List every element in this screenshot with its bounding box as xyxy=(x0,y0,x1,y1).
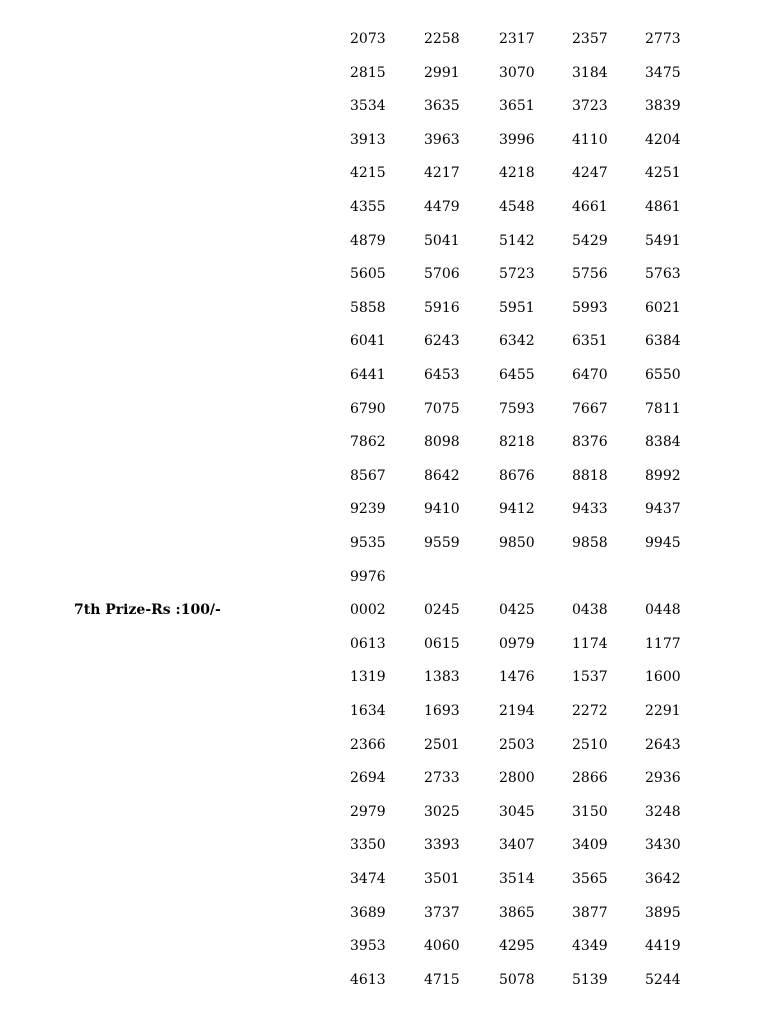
ticket-number: 1600 xyxy=(645,669,681,685)
number-row xyxy=(0,903,759,923)
ticket-number: 4355 xyxy=(350,199,386,215)
number-row xyxy=(0,835,759,855)
ticket-number: 4295 xyxy=(499,938,535,954)
ticket-number: 2773 xyxy=(645,31,681,47)
ticket-number: 4861 xyxy=(645,199,681,215)
ticket-number: 4247 xyxy=(572,165,608,181)
ticket-number: 8992 xyxy=(645,468,681,484)
ticket-number: 6342 xyxy=(499,333,535,349)
ticket-number: 0002 xyxy=(350,602,386,618)
ticket-number: 7075 xyxy=(424,401,460,417)
number-row xyxy=(0,768,759,788)
ticket-number: 3407 xyxy=(499,837,535,853)
ticket-number: 7667 xyxy=(572,401,608,417)
ticket-number: 5142 xyxy=(499,233,535,249)
ticket-number: 7593 xyxy=(499,401,535,417)
ticket-number: 4349 xyxy=(572,938,608,954)
ticket-number: 3184 xyxy=(572,65,608,81)
ticket-number: 6041 xyxy=(350,333,386,349)
ticket-number: 0425 xyxy=(499,602,535,618)
ticket-number: 5041 xyxy=(424,233,460,249)
ticket-number: 4613 xyxy=(350,972,386,988)
ticket-number: 0245 xyxy=(424,602,460,618)
number-row xyxy=(0,567,759,587)
number-row xyxy=(0,735,759,755)
ticket-number: 3475 xyxy=(645,65,681,81)
ticket-number: 2815 xyxy=(350,65,386,81)
ticket-number: 5858 xyxy=(350,300,386,316)
ticket-number: 8567 xyxy=(350,468,386,484)
ticket-number: 5429 xyxy=(572,233,608,249)
ticket-number: 5916 xyxy=(424,300,460,316)
ticket-number: 4204 xyxy=(645,132,681,148)
ticket-number: 5139 xyxy=(572,972,608,988)
ticket-number: 4548 xyxy=(499,199,535,215)
number-row xyxy=(0,365,759,385)
ticket-number: 3045 xyxy=(499,804,535,820)
number-row xyxy=(0,63,759,83)
ticket-number: 9437 xyxy=(645,501,681,517)
number-row xyxy=(0,667,759,687)
ticket-number: 2991 xyxy=(424,65,460,81)
ticket-number: 7811 xyxy=(645,401,681,417)
ticket-number: 9239 xyxy=(350,501,386,517)
ticket-number: 3642 xyxy=(645,871,681,887)
number-row xyxy=(0,701,759,721)
ticket-number: 2357 xyxy=(572,31,608,47)
ticket-number: 4419 xyxy=(645,938,681,954)
ticket-number: 6441 xyxy=(350,367,386,383)
ticket-number: 2366 xyxy=(350,737,386,753)
ticket-number: 5244 xyxy=(645,972,681,988)
ticket-number: 3723 xyxy=(572,98,608,114)
ticket-number: 3895 xyxy=(645,905,681,921)
ticket-number: 3963 xyxy=(424,132,460,148)
number-row xyxy=(0,399,759,419)
ticket-number: 3430 xyxy=(645,837,681,853)
ticket-number: 1174 xyxy=(572,636,608,652)
ticket-number: 8218 xyxy=(499,434,535,450)
number-row xyxy=(0,432,759,452)
ticket-number: 0615 xyxy=(424,636,460,652)
ticket-number: 3393 xyxy=(424,837,460,853)
number-row xyxy=(0,130,759,150)
ticket-number: 4060 xyxy=(424,938,460,954)
ticket-number: 8384 xyxy=(645,434,681,450)
ticket-number: 3025 xyxy=(424,804,460,820)
number-row xyxy=(0,533,759,553)
ticket-number: 1693 xyxy=(424,703,460,719)
ticket-number: 3534 xyxy=(350,98,386,114)
ticket-number: 1177 xyxy=(645,636,681,652)
ticket-number: 6470 xyxy=(572,367,608,383)
ticket-number: 5723 xyxy=(499,266,535,282)
ticket-number: 4715 xyxy=(424,972,460,988)
ticket-number: 3651 xyxy=(499,98,535,114)
ticket-number: 1537 xyxy=(572,669,608,685)
ticket-number: 2979 xyxy=(350,804,386,820)
ticket-number: 5993 xyxy=(572,300,608,316)
ticket-number: 2936 xyxy=(645,770,681,786)
ticket-number: 4251 xyxy=(645,165,681,181)
number-row xyxy=(0,499,759,519)
ticket-number: 3350 xyxy=(350,837,386,853)
ticket-number: 4110 xyxy=(572,132,608,148)
ticket-number: 2510 xyxy=(572,737,608,753)
ticket-number: 9945 xyxy=(645,535,681,551)
number-row xyxy=(0,264,759,284)
ticket-number: 6453 xyxy=(424,367,460,383)
ticket-number: 8676 xyxy=(499,468,535,484)
ticket-number: 4479 xyxy=(424,199,460,215)
number-row xyxy=(0,163,759,183)
ticket-number: 3839 xyxy=(645,98,681,114)
ticket-number: 1476 xyxy=(499,669,535,685)
ticket-number: 4661 xyxy=(572,199,608,215)
ticket-number: 3689 xyxy=(350,905,386,921)
number-row xyxy=(0,936,759,956)
ticket-number: 5756 xyxy=(572,266,608,282)
ticket-number: 5491 xyxy=(645,233,681,249)
ticket-number: 3514 xyxy=(499,871,535,887)
ticket-number: 3877 xyxy=(572,905,608,921)
ticket-number: 6455 xyxy=(499,367,535,383)
ticket-number: 5951 xyxy=(499,300,535,316)
ticket-number: 5078 xyxy=(499,972,535,988)
ticket-number: 4879 xyxy=(350,233,386,249)
ticket-number: 3070 xyxy=(499,65,535,81)
ticket-number: 9559 xyxy=(424,535,460,551)
ticket-number: 9850 xyxy=(499,535,535,551)
ticket-number: 4217 xyxy=(424,165,460,181)
ticket-number: 8376 xyxy=(572,434,608,450)
ticket-number: 6351 xyxy=(572,333,608,349)
ticket-number: 9433 xyxy=(572,501,608,517)
ticket-number: 2503 xyxy=(499,737,535,753)
ticket-number: 6243 xyxy=(424,333,460,349)
ticket-number: 0613 xyxy=(350,636,386,652)
ticket-number: 2258 xyxy=(424,31,460,47)
ticket-number: 6550 xyxy=(645,367,681,383)
ticket-number: 5763 xyxy=(645,266,681,282)
ticket-number: 2073 xyxy=(350,31,386,47)
ticket-number: 3501 xyxy=(424,871,460,887)
ticket-number: 5706 xyxy=(424,266,460,282)
ticket-number: 3474 xyxy=(350,871,386,887)
ticket-number: 6021 xyxy=(645,300,681,316)
number-row xyxy=(0,298,759,318)
ticket-number: 3737 xyxy=(424,905,460,921)
ticket-number: 2643 xyxy=(645,737,681,753)
ticket-number: 2800 xyxy=(499,770,535,786)
ticket-number: 0438 xyxy=(572,602,608,618)
ticket-number: 7862 xyxy=(350,434,386,450)
number-row xyxy=(0,970,759,990)
ticket-number: 3996 xyxy=(499,132,535,148)
ticket-number: 1319 xyxy=(350,669,386,685)
ticket-number: 2694 xyxy=(350,770,386,786)
ticket-number: 3409 xyxy=(572,837,608,853)
ticket-number: 2291 xyxy=(645,703,681,719)
ticket-number: 9410 xyxy=(424,501,460,517)
ticket-number: 8818 xyxy=(572,468,608,484)
number-row xyxy=(0,466,759,486)
ticket-number: 0979 xyxy=(499,636,535,652)
ticket-number: 3865 xyxy=(499,905,535,921)
number-row xyxy=(0,29,759,49)
ticket-number: 1383 xyxy=(424,669,460,685)
number-row xyxy=(0,331,759,351)
number-row xyxy=(0,231,759,251)
ticket-number: 9535 xyxy=(350,535,386,551)
ticket-number: 2866 xyxy=(572,770,608,786)
ticket-number: 3248 xyxy=(645,804,681,820)
ticket-number: 9976 xyxy=(350,569,386,585)
ticket-number: 2733 xyxy=(424,770,460,786)
ticket-number: 9858 xyxy=(572,535,608,551)
number-row xyxy=(0,634,759,654)
number-row xyxy=(0,802,759,822)
ticket-number: 2194 xyxy=(499,703,535,719)
ticket-number: 6384 xyxy=(645,333,681,349)
ticket-number: 1634 xyxy=(350,703,386,719)
ticket-number: 8642 xyxy=(424,468,460,484)
ticket-number: 5605 xyxy=(350,266,386,282)
ticket-number: 8098 xyxy=(424,434,460,450)
ticket-number: 2317 xyxy=(499,31,535,47)
ticket-number: 3150 xyxy=(572,804,608,820)
ticket-number: 9412 xyxy=(499,501,535,517)
number-row xyxy=(0,600,759,620)
ticket-number: 4218 xyxy=(499,165,535,181)
ticket-number: 6790 xyxy=(350,401,386,417)
ticket-number: 3635 xyxy=(424,98,460,114)
ticket-number: 3913 xyxy=(350,132,386,148)
prize-label: 7th Prize-Rs :100/- xyxy=(74,602,221,618)
ticket-number: 2272 xyxy=(572,703,608,719)
ticket-number: 3953 xyxy=(350,938,386,954)
number-row xyxy=(0,197,759,217)
number-row xyxy=(0,96,759,116)
number-row xyxy=(0,869,759,889)
ticket-number: 3565 xyxy=(572,871,608,887)
ticket-number: 4215 xyxy=(350,165,386,181)
ticket-number: 2501 xyxy=(424,737,460,753)
ticket-number: 0448 xyxy=(645,602,681,618)
